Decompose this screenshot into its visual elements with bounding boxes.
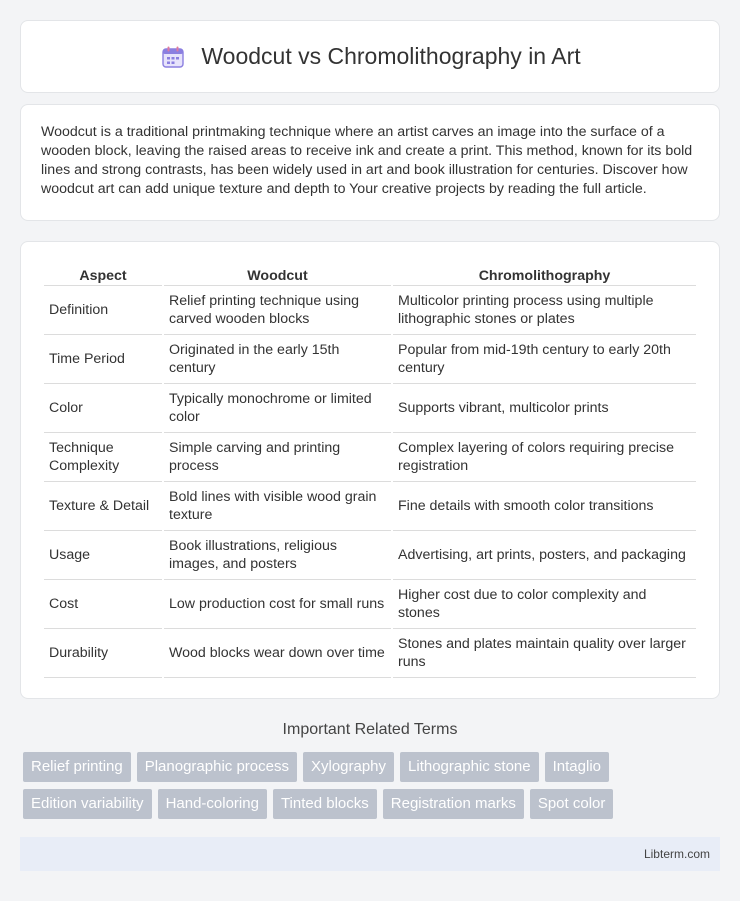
intro-card — [20, 104, 720, 221]
table-cell: Technique Complexity — [44, 433, 162, 482]
tag-tinted-blocks[interactable]: Tinted blocks — [273, 789, 377, 819]
tag-intaglio[interactable]: Intaglio — [545, 752, 609, 782]
table-row — [44, 335, 696, 384]
table-cell: Durability — [44, 629, 162, 678]
table-row — [44, 629, 696, 678]
footer — [20, 837, 720, 871]
tag-hand-coloring[interactable]: Hand-coloring — [158, 789, 267, 819]
table-cell: Complex layering of colors requiring precise registration — [393, 433, 696, 482]
table-cell: Bold lines with visible wood grain texture — [164, 482, 391, 531]
comparison-table — [42, 262, 698, 678]
table-row — [44, 286, 696, 335]
header-card — [20, 20, 720, 93]
table-cell: Higher cost due to color complexity and stones — [393, 580, 696, 629]
related-terms-title: Important Related Terms — [282, 721, 458, 738]
table-cell: Color — [44, 384, 162, 433]
tag-registration-marks[interactable]: Registration marks — [383, 789, 524, 819]
table-cell: Supports vibrant, multicolor prints — [393, 384, 696, 433]
table-cell: Stones and plates maintain quality over larger runs — [393, 629, 696, 678]
intro-text: Woodcut is a traditional printmaking technique where an artist carves an image into the surface of a wooden block, leaving the raised areas to receive ink and create a print. This method, known for its bold lines and strong contrasts, has been widely used in art and book illustration for centuries. Discover how woodcut art can add unique texture and depth to Your creative projects by reading the full article. — [41, 124, 693, 197]
calendar-icon — [159, 43, 187, 71]
table-header-row — [44, 262, 696, 286]
table-cell: Multicolor printing process using multiple lithographic stones or plates — [393, 286, 696, 335]
tag-planographic-process[interactable]: Planographic process — [137, 752, 297, 782]
tag-xylography[interactable]: Xylography — [303, 752, 394, 782]
table-cell: Wood blocks wear down over time — [164, 629, 391, 678]
comparison-table-card — [20, 241, 720, 699]
tag-edition-variability[interactable]: Edition variability — [23, 789, 152, 819]
tag-spot-color[interactable]: Spot color — [530, 789, 614, 819]
footer-site-link[interactable]: Libterm.com — [643, 847, 710, 861]
page-title: Woodcut vs Chromolithography in Art — [201, 43, 581, 69]
table-cell: Cost — [44, 580, 162, 629]
table-row — [44, 482, 696, 531]
table-row — [44, 580, 696, 629]
table-cell: Simple carving and printing process — [164, 433, 391, 482]
tag-relief-printing[interactable]: Relief printing — [23, 752, 131, 782]
column-header-aspect: Aspect — [44, 262, 162, 286]
table-cell: Relief printing technique using carved wooden blocks — [164, 286, 391, 335]
table-cell: Book illustrations, religious images, and posters — [164, 531, 391, 580]
table-cell: Low production cost for small runs — [164, 580, 391, 629]
column-header-woodcut: Woodcut — [164, 262, 391, 286]
table-cell: Usage — [44, 531, 162, 580]
table-cell: Texture & Detail — [44, 482, 162, 531]
table-cell: Advertising, art prints, posters, and packaging — [393, 531, 696, 580]
table-cell: Definition — [44, 286, 162, 335]
related-terms-section — [20, 721, 720, 819]
table-row — [44, 384, 696, 433]
table-cell: Typically monochrome or limited color — [164, 384, 391, 433]
table-cell: Time Period — [44, 335, 162, 384]
table-cell: Popular from mid-19th century to early 20th century — [393, 335, 696, 384]
tag-lithographic-stone[interactable]: Lithographic stone — [400, 752, 539, 782]
table-cell: Originated in the early 15th century — [164, 335, 391, 384]
table-cell: Fine details with smooth color transitions — [393, 482, 696, 531]
table-row — [44, 433, 696, 482]
column-header-chromolithography: Chromolithography — [393, 262, 696, 286]
related-terms-tags — [20, 752, 720, 819]
table-row — [44, 531, 696, 580]
